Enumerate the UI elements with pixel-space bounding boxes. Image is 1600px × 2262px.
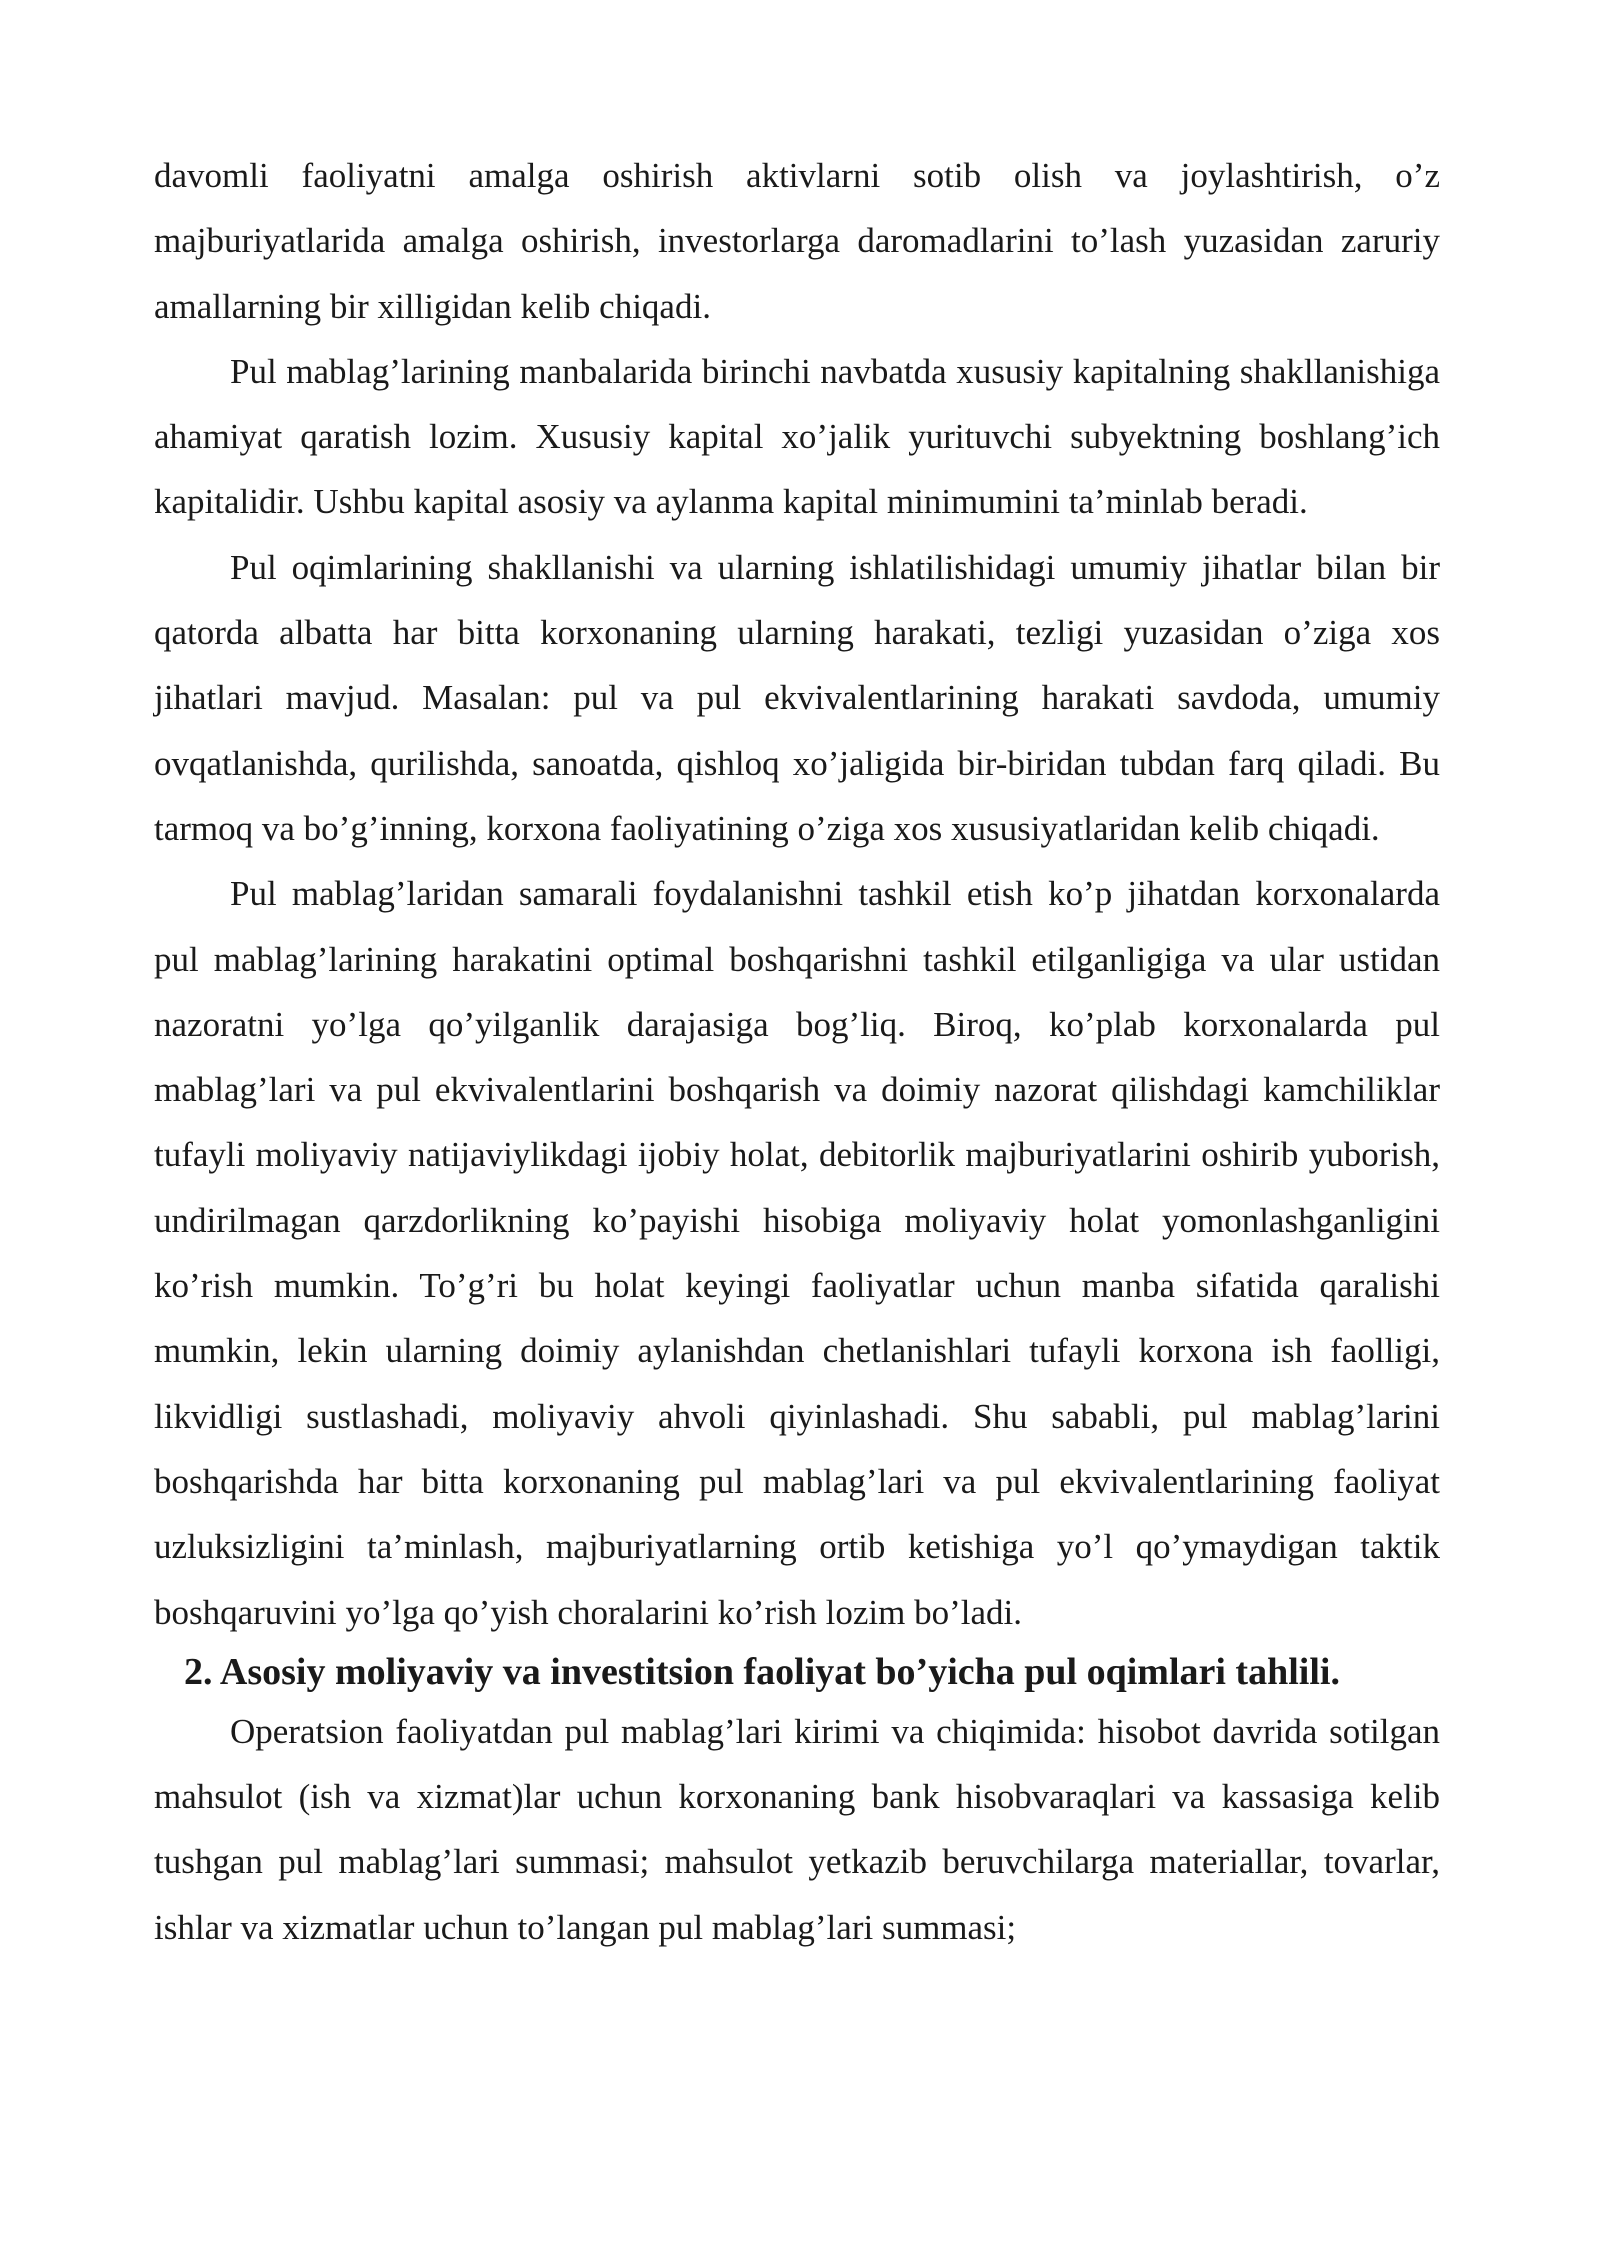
section-heading: 2. Asosiy moliyaviy va investitsion faoliyat bo’yicha pul oqimlari tahlili. bbox=[184, 1650, 1340, 1693]
document-page bbox=[154, 143, 1440, 1960]
paragraph-private-capital: Pul mablag’larining manbalarida birinchi navbatda xususiy kapitalning shakllanishiga ahamiyat qaratish lozim. Xususiy kapital xo’jalik yurituvchi subyektning boshlang’ich kapitalidir. Ushbu kapital asosiy va aylanma kapital minimumini ta’minlab beradi. bbox=[154, 351, 1440, 522]
paragraph-continuation: davomli faoliyatni amalga oshirish aktivlarni sotib olish va joylashtirish, o’z majburiyatlarida amalga oshirish, investorlarga daromadlarini to’lash yuzasidan zaruriy amallarning bir xilligidan kelib chiqadi. bbox=[154, 156, 1440, 326]
paragraph-operating-activity: Operatsion faoliyatdan pul mablag’lari kirimi va chiqimida: hisobot davrida sotilgan mahsulot (ish va xizmat)lar uchun korxonaning bank hisobvaraqlari va kassasiga kelib tushgan pul mablag’lari summasi; mahsulot yetkazib beruvchilarga materiallar, tovarlar, ishlar va xizmatlar uchun to’langan pul mablag’lari summasi; bbox=[154, 1711, 1440, 1947]
paragraph-cash-management: Pul mablag’laridan samarali foydalanishni tashkil etish ko’p jihatdan korxonalarda pul mablag’larining harakatini optimal boshqarishni tashkil etilganligiga va ular ustidan nazoratni yo’lga qo’yilganlik darajasiga bog’liq. Biroq, ko’plab korxonalarda pul mablag’lari va pul ekvivalentlarini boshqarish va doimiy nazorat qilishdagi kamchiliklar tufayli moliyaviy natijaviylikdagi ijobiy holat, debitorlik majburiyatlarini oshirib yuborish, undirilmagan qarzdorlikning ko’payishi hisobiga moliyaviy holat yomonlashganligini ko’rish mumkin. To’g’ri bu holat keyingi faoliyatlar uchun manba sifatida qaralishi mumkin, lekin ularning doimiy aylanishdan chetlanishlari tufayli korxona ish faolligi, likvidligi sustlashadi, moliyaviy ahvoli qiyinlashadi. Shu sababli, pul mablag’larini boshqarishda har bitta korxonaning pul mablag’lari va pul ekvivalentlarining faoliyat uzluksizligini ta’minlash, majburiyatlarning ortib ketishiga yo’l qo’ymaydigan taktik boshqaruvini yo’lga qo’yish choralarini ko’rish lozim bo’ladi. bbox=[154, 874, 1440, 1632]
paragraph-cash-flow-features: Pul oqimlarining shakllanishi va ularning ishlatilishidagi umumiy jihatlar bilan bir qatorda albatta har bitta korxonaning ularning harakati, tezligi yuzasidan o’ziga xos jihatlari mavjud. Masalan: pul va pul ekvivalentlarining harakati savdoda, umumiy ovqatlanishda, qurilishda, sanoatda, qishloq xo’jaligida bir-biridan tubdan farq qiladi. Bu tarmoq va bo’g’inning, korxona faoliyatining o’ziga xos xususiyatlaridan kelib chiqadi. bbox=[154, 547, 1440, 848]
